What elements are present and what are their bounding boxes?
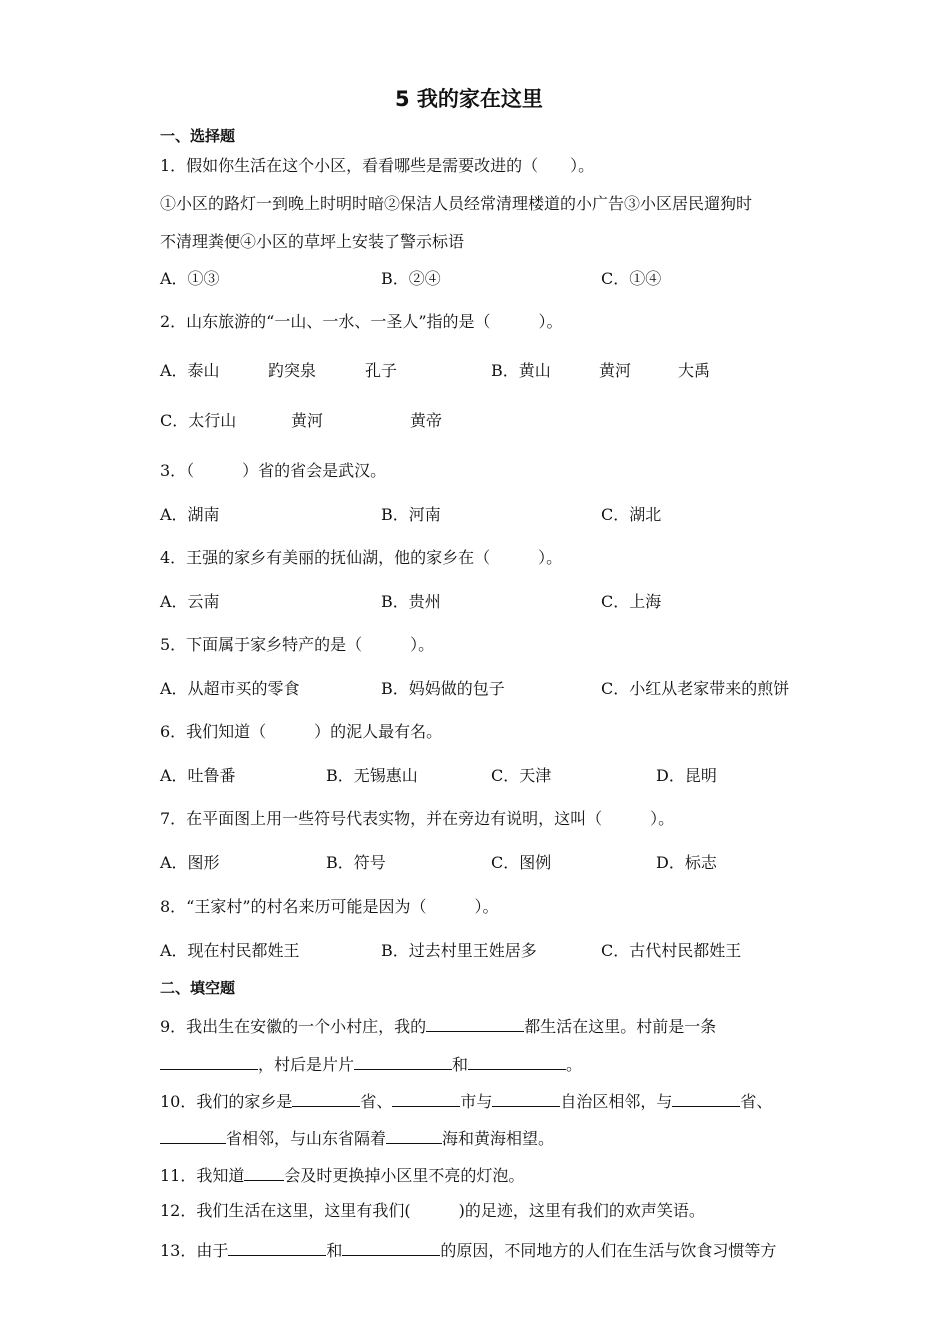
question-10-text: 省、 [740,1092,773,1111]
question-10-text: 10．我们的家乡是 [160,1092,293,1111]
question-7-stem: 7．在平面图上用一些符号代表实物，并在旁边有说明，这叫（ ）。 [160,809,675,828]
question-10-text: 省、 [360,1092,393,1111]
section-heading-fill: 二、填空题 [160,979,236,997]
question-1-text-line2: 不清理粪便④小区的草坪上安装了警示标语 [160,232,465,251]
question-13-line1 [160,1239,776,1261]
question-2-option-a-item2: 趵突泉 [268,361,317,380]
question-10-text: 市与 [460,1092,493,1111]
question-9-text: 和 [452,1055,469,1074]
question-3-stem: 3．（ ）省的省会是武汉。 [160,461,387,480]
question-4-option-b: B．贵州 [381,592,441,611]
question-9-text: 9．我出生在安徽的一个小村庄，我的 [160,1017,427,1036]
page-title: 5 我的家在这里 [395,87,543,111]
question-10-text: 自治区相邻，与 [560,1092,673,1111]
question-4-stem: 4．王强的家乡有美丽的抚仙湖，他的家乡在（ ）。 [160,548,563,567]
question-9-line2 [160,1053,582,1075]
question-5-option-a: A．从超市买的零食 [160,679,300,698]
question-5-stem: 5．下面属于家乡特产的是（ ）。 [160,635,435,654]
question-9-text: ，村后是片片 [258,1055,355,1074]
question-1-stem: 1．假如你生活在这个小区，看看哪些是需要改进的（ ）。 [160,156,595,175]
question-5-option-b: B．妈妈做的包子 [381,679,505,698]
question-2-option-b: B．黄山 [491,361,551,380]
question-7-option-b: B．符号 [326,853,386,872]
question-1-option-b: B．②④ [381,269,441,288]
question-1-option-a: A．①③ [160,269,220,288]
answer-blank[interactable] [386,1127,442,1144]
answer-blank[interactable] [426,1015,524,1032]
question-13-text: 的原因，不同地方的人们在生活与饮食习惯等方 [440,1241,777,1260]
question-9-text: 。 [566,1055,583,1074]
question-12: 12．我们生活在这里，这里有我们( )的足迹，这里有我们的欢声笑语。 [160,1201,705,1220]
question-2-option-c-item2: 黄河 [291,411,324,430]
question-8-stem: 8．“王家村”的村名来历可能是因为（ ）。 [160,897,499,916]
question-11-text: 11．我知道 [160,1166,245,1185]
question-8-option-b: B．过去村里王姓居多 [381,941,537,960]
answer-blank[interactable] [342,1239,440,1256]
section-heading-choice: 一、选择题 [160,127,236,145]
question-5-option-c: C．小红从老家带来的煎饼 [601,679,790,698]
answer-blank[interactable] [672,1090,740,1107]
question-3-option-a: A．湖南 [160,505,220,524]
answer-blank[interactable] [468,1053,566,1070]
question-9-text: 都生活在这里。村前是一条 [524,1017,717,1036]
question-6-stem: 6．我们知道（ ）的泥人最有名。 [160,722,443,741]
question-8-option-c: C．古代村民都姓王 [601,941,742,960]
question-4-option-c: C．上海 [601,592,662,611]
question-9-line1 [160,1015,716,1037]
question-13-text: 和 [326,1241,343,1260]
question-7-option-d: D．标志 [656,853,717,872]
question-10-line2 [160,1127,554,1149]
question-10-text: 省相邻，与山东省隔着 [226,1129,387,1148]
question-10-line1 [160,1090,772,1112]
answer-blank[interactable] [228,1239,326,1256]
question-2-option-a-item3: 孔子 [365,361,398,380]
question-10-text: 海和黄海相望。 [442,1129,555,1148]
question-6-option-b: B．无锡惠山 [326,766,418,785]
question-8-option-a: A．现在村民都姓王 [160,941,300,960]
question-2-option-b-item3: 大禹 [678,361,711,380]
question-6-option-a: A．吐鲁番 [160,766,236,785]
question-1-option-c: C．①④ [601,269,662,288]
answer-blank[interactable] [492,1090,560,1107]
question-4-option-a: A．云南 [160,592,220,611]
question-3-option-c: C．湖北 [601,505,662,524]
question-2-option-c-item3: 黄帝 [410,411,443,430]
answer-blank[interactable] [392,1090,460,1107]
answer-blank[interactable] [292,1090,360,1107]
question-2-option-c: C．太行山 [160,411,237,430]
question-2-stem: 2．山东旅游的“一山、一水、一圣人”指的是（ ）。 [160,312,563,331]
question-7-option-a: A．图形 [160,853,220,872]
question-7-option-c: C．图例 [491,853,552,872]
question-3-option-b: B．河南 [381,505,441,524]
question-1-text-line1: ①小区的路灯一到晚上时明时暗②保洁人员经常清理楼道的小广告③小区居民遛狗时 [160,194,753,213]
answer-blank[interactable] [354,1053,452,1070]
question-2-option-a: A．泰山 [160,361,220,380]
question-6-option-d: D．昆明 [656,766,717,785]
question-13-text: 13．由于 [160,1241,229,1260]
question-11-text: 会及时更换掉小区里不亮的灯泡。 [284,1166,525,1185]
question-11 [160,1164,524,1186]
answer-blank[interactable] [160,1053,258,1070]
question-2-option-b-item2: 黄河 [599,361,632,380]
answer-blank[interactable] [244,1164,284,1181]
question-6-option-c: C．天津 [491,766,552,785]
answer-blank[interactable] [160,1127,226,1144]
